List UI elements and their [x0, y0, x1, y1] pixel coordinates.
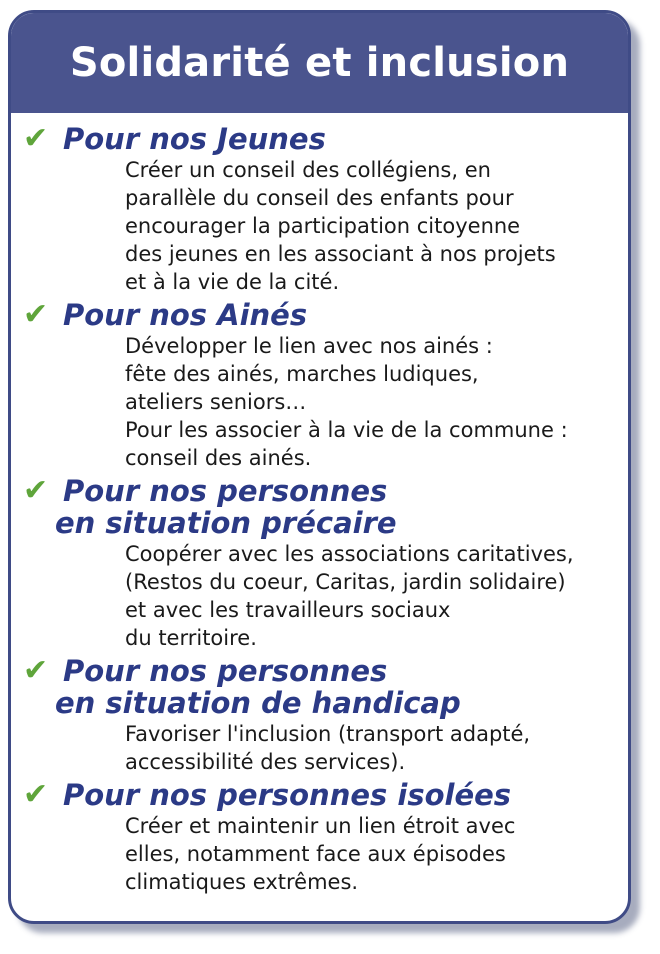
- section-title-line1: Pour nos Ainés: [63, 298, 308, 332]
- section-description: Coopérer avec les associations caritatives, (Restos du coeur, Caritas, jardin solidaire) et avec les travailleurs sociaux du territoire.: [125, 542, 574, 650]
- checkmark-icon: ✔: [23, 777, 49, 812]
- section-handicap: [23, 655, 618, 776]
- section-description: Favoriser l'inclusion (transport adapté, accessibilité des services).: [125, 722, 531, 774]
- section-description: Créer et maintenir un lien étroit avec elles, notamment face aux épisodes climatiques extrêmes.: [125, 814, 516, 894]
- section-title: [23, 123, 618, 155]
- checkmark-icon: ✔: [23, 473, 49, 508]
- section-title-line1: Pour nos personnes isolées: [63, 778, 512, 812]
- section-title-line2: en situation de handicap: [55, 686, 461, 720]
- section-aines: [23, 299, 618, 472]
- section-description: Développer le lien avec nos ainés : fête des ainés, marches ludiques, ateliers seniors… Pour les associer à la vie de la commune : conseil des ainés.: [125, 334, 568, 470]
- card-body: [11, 113, 628, 896]
- section-description: Créer un conseil des collégiens, en parallèle du conseil des enfants pour encourager la participation citoyenne des jeunes en les associant à nos projets et à la vie de la cité.: [125, 158, 556, 294]
- section-title: [23, 779, 618, 811]
- section-title-line2: en situation précaire: [55, 506, 397, 540]
- checkmark-icon: ✔: [23, 653, 49, 688]
- section-isolees: [23, 779, 618, 896]
- section-title: [23, 299, 618, 331]
- section-precaire: [23, 475, 618, 652]
- section-title: [23, 475, 618, 539]
- section-title-line1: Pour nos personnes: [63, 654, 388, 688]
- card-header: [11, 13, 628, 113]
- section-title: [23, 655, 618, 719]
- checkmark-icon: ✔: [23, 121, 49, 156]
- section-jeunes: [23, 123, 618, 296]
- page-title: Solidarité et inclusion: [69, 40, 570, 86]
- section-title-line1: Pour nos Jeunes: [63, 122, 326, 156]
- checkmark-icon: ✔: [23, 297, 49, 332]
- section-title-line1: Pour nos personnes: [63, 474, 388, 508]
- info-card: [8, 10, 631, 924]
